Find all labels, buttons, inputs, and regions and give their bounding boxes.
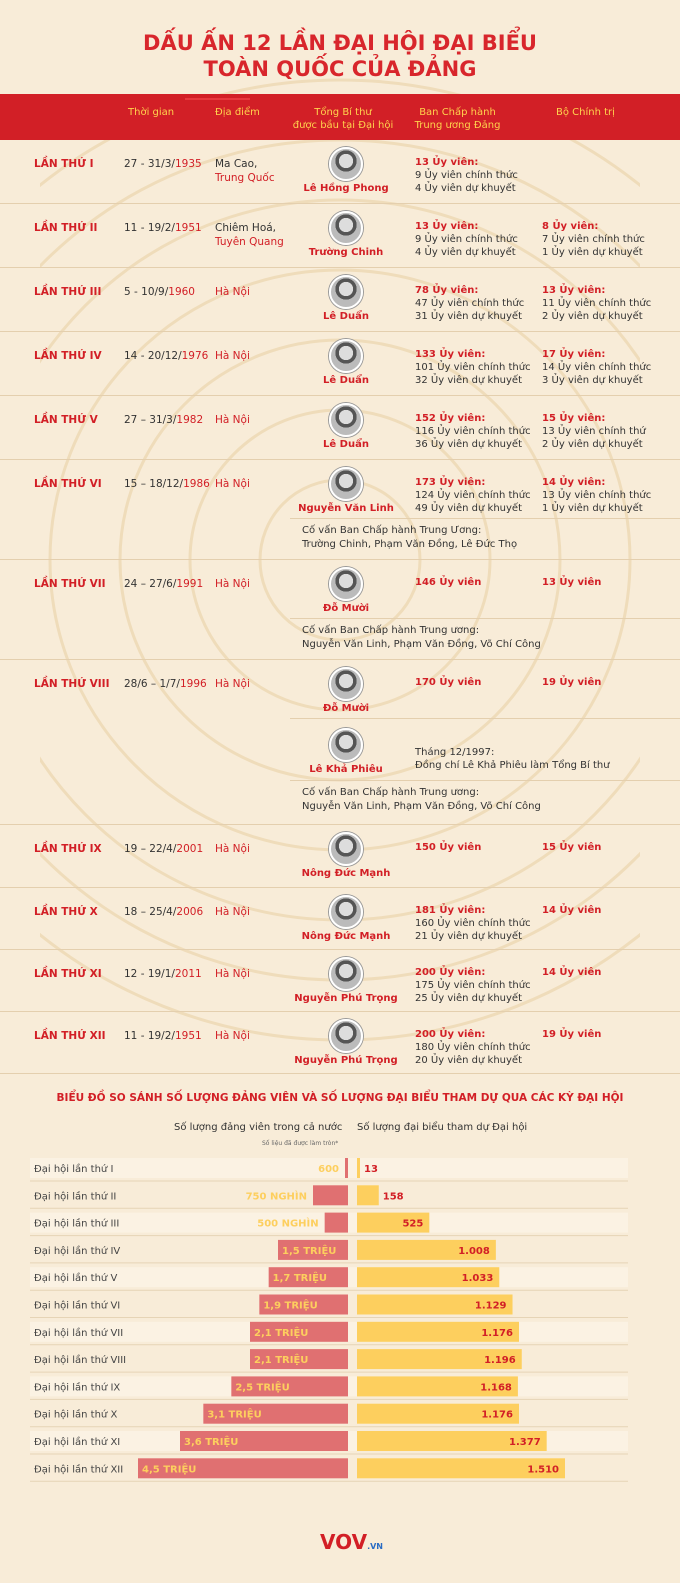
congress-time — [124, 578, 203, 590]
politburo — [542, 576, 601, 589]
central-committee — [415, 1028, 531, 1067]
congress-place — [215, 967, 250, 981]
politburo — [542, 412, 646, 451]
bct-total: 19 Ủy viên — [542, 1029, 602, 1040]
politburo — [542, 220, 645, 259]
congress-place — [215, 842, 250, 856]
congress-year: 2001 — [176, 843, 204, 855]
row-divider — [290, 518, 680, 519]
portrait-icon — [329, 895, 363, 929]
dai-bieu-label: 13 — [364, 1164, 378, 1175]
portrait-icon — [329, 957, 363, 991]
bch-official: 124 Ủy viên chính thức — [415, 490, 531, 501]
congress-place — [215, 577, 250, 591]
title-line-1: DẤU ẤN 12 LẦN ĐẠI HỘI ĐẠI BIỂU — [143, 31, 537, 55]
secretary-name: Trường Chinh — [308, 247, 384, 258]
bch-alternate: 36 Ủy viên dự khuyết — [415, 439, 523, 450]
place-line1: Hà Nội — [215, 350, 250, 362]
category-label: Đại hội lần thứ XI — [34, 1437, 121, 1448]
bct-total: 17 Ủy viên: — [542, 349, 606, 360]
politburo — [542, 966, 601, 979]
advisors-names: Nguyễn Văn Linh, Phạm Văn Đồng, Võ Chí Công — [302, 639, 541, 650]
table-header — [0, 94, 680, 140]
portrait-icon — [329, 403, 363, 437]
congress-place — [215, 349, 250, 363]
congress-row — [0, 950, 680, 1012]
bct-total: 14 Ủy viên: — [542, 477, 606, 488]
bch-alternate: 32 Ủy viên dự khuyết — [415, 375, 523, 386]
bch-official: 180 Ủy viên chính thức — [415, 1042, 531, 1053]
bct-official: 14 Ủy viên chính thức — [542, 362, 652, 373]
congress-time — [124, 843, 203, 855]
category-label: Đại hội lần thứ XII — [34, 1464, 124, 1476]
congress-time — [124, 414, 203, 426]
congress-row — [0, 396, 680, 460]
congress-place — [215, 221, 284, 249]
dang-vien-label: 4,5 TRIỆU — [142, 1464, 197, 1476]
category-label: Đại hội lần thứ IX — [34, 1382, 121, 1394]
congress-place — [215, 157, 275, 185]
congress-number: LẦN THỨ V — [34, 414, 98, 426]
bch-official: 160 Ủy viên chính thức — [415, 918, 531, 929]
secretary-name-2: Lê Khả Phiêu — [309, 764, 383, 775]
dai-bieu-label: 1.510 — [527, 1464, 559, 1476]
congress-date: 11 - 19/2/ — [124, 1030, 175, 1042]
bct-total: 8 Ủy viên: — [542, 221, 599, 232]
change-text: Đồng chí Lê Khả Phiêu làm Tổng Bí thư — [415, 760, 610, 771]
congress-number: LẦN THỨ IV — [34, 350, 102, 362]
portrait-icon — [329, 147, 363, 181]
bch-total: 133 Ủy viên: — [415, 349, 486, 360]
advisors-note — [302, 624, 541, 652]
congress-number: LẦN THỨ VI — [34, 478, 102, 490]
bct-total: 14 Ủy viên — [542, 967, 602, 978]
place-line1: Hà Nội — [215, 286, 250, 298]
category-label: Đại hội lần thứ III — [34, 1218, 120, 1230]
category-label: Đại hội lần thứ VI — [34, 1300, 121, 1312]
congress-time — [124, 678, 207, 690]
congress-place — [215, 677, 250, 691]
congress-row — [0, 460, 680, 560]
congress-number: LẦN THỨ XII — [34, 1030, 106, 1042]
vov-logo — [320, 1530, 383, 1554]
central-committee — [415, 904, 531, 943]
row-divider — [290, 780, 680, 781]
congress-date: 18 – 25/4/ — [124, 906, 177, 918]
bct-alternate: 2 Ủy viên dự khuyết — [542, 311, 643, 322]
congress-date: 12 - 19/1/ — [124, 968, 175, 980]
congress-number: LẦN THỨ VII — [34, 578, 106, 590]
header-bo-chinh-tri: Bộ Chính trị — [556, 107, 615, 118]
category-label: Đại hội lần thứ IV — [34, 1245, 121, 1257]
congress-time — [124, 906, 203, 918]
dang-vien-label: 1,9 TRIỆU — [263, 1300, 318, 1312]
secretary-name: Lê Hồng Phong — [303, 183, 389, 194]
bch-total: 173 Ủy viên: — [415, 477, 486, 488]
dang-vien-label: 3,6 TRIỆU — [184, 1437, 239, 1448]
dai-bieu-label: 1.008 — [458, 1245, 490, 1257]
legend-dai-bieu: Số lượng đại biểu tham dự Đại hội — [357, 1122, 528, 1133]
bch-total: 13 Ủy viên: — [415, 221, 479, 232]
dai-bieu-label: 1.168 — [480, 1382, 512, 1394]
central-committee — [415, 348, 531, 387]
bct-total: 19 Ủy viên — [542, 677, 602, 688]
congress-place — [215, 477, 250, 491]
congress-row — [0, 1012, 680, 1074]
dai-bieu-label: 1.377 — [509, 1437, 541, 1448]
advisors-names: Nguyễn Văn Linh, Phạm Văn Đồng, Võ Chí Công — [302, 801, 541, 812]
bch-alternate: 49 Ủy viên dự khuyết — [415, 503, 523, 514]
congress-date: 5 - 10/9/ — [124, 286, 169, 298]
secretary-name: Lê Duẩn — [323, 311, 369, 322]
congress-date: 24 – 27/6/ — [124, 578, 177, 590]
portrait-icon — [329, 567, 363, 601]
bch-total: 170 Ủy viên — [415, 677, 482, 688]
advisors-title: Cố vấn Ban Chấp hành Trung ương: — [302, 787, 480, 798]
congress-place — [215, 413, 250, 427]
secretary-name: Nông Đức Mạnh — [301, 931, 391, 942]
dang-vien-label: 500 NGHÌN — [257, 1218, 319, 1230]
bct-total: 13 Ủy viên: — [542, 285, 606, 296]
dai-bieu-label: 1.033 — [461, 1273, 494, 1285]
bct-official: 7 Ủy viên chính thức — [542, 234, 645, 245]
bch-alternate: 21 Ủy viên dự khuyết — [415, 931, 523, 942]
portrait-icon — [329, 832, 363, 866]
bct-total: 15 Ủy viên — [542, 842, 602, 853]
secretary-change-note — [415, 746, 610, 772]
advisors-note — [302, 786, 541, 814]
dai-bieu-label: 158 — [382, 1191, 404, 1203]
place-line1: Hà Nội — [215, 843, 250, 855]
congress-number: LẦN THỨ III — [34, 286, 102, 298]
category-label: Đại hội lần thứ X — [34, 1409, 118, 1421]
category-label: Đại hội lần thứ I — [34, 1164, 114, 1175]
congress-place — [215, 1029, 250, 1043]
place-line1: Hà Nội — [215, 414, 250, 426]
central-committee — [415, 576, 481, 589]
secretary-name: Nông Đức Mạnh — [301, 868, 391, 879]
category-label: Đại hội lần thứ V — [34, 1273, 118, 1285]
bch-total: 200 Ủy viên: — [415, 1029, 486, 1040]
header-thoi-gian: Thời gian — [128, 107, 175, 118]
place-line1: Hà Nội — [215, 578, 250, 590]
dang-vien-label: 1,5 TRIỆU — [282, 1245, 337, 1257]
bch-alternate: 20 Ủy viên dự khuyết — [415, 1055, 523, 1066]
congress-row — [0, 560, 680, 660]
congress-time — [124, 286, 195, 298]
logo-text: VOV — [320, 1530, 368, 1554]
advisors-note — [302, 524, 517, 552]
congress-number: LẦN THỨ I — [34, 158, 94, 170]
portrait-icon — [329, 275, 363, 309]
bct-alternate: 1 Ủy viên dự khuyết — [542, 503, 643, 514]
dang-vien-label: 2,5 TRIỆU — [235, 1382, 290, 1394]
chart-title: BIỂU ĐỒ SO SÁNH SỐ LƯỢNG ĐẢNG VIÊN VÀ SỐ LƯỢNG ĐẠI BIỂU THAM DỰ QUA CÁC KỲ ĐẠI HỘI — [56, 1092, 624, 1104]
bch-total: 13 Ủy viên: — [415, 157, 479, 168]
place-line2: Trung Quốc — [215, 172, 275, 184]
bct-total: 15 Ủy viên: — [542, 413, 606, 424]
place-line1: Hà Nội — [215, 478, 250, 490]
place-line1: Ma Cao, — [215, 158, 258, 170]
dai-bieu-label: 1.196 — [484, 1355, 516, 1367]
central-committee — [415, 476, 531, 515]
congress-place — [215, 905, 250, 919]
congress-number: LẦN THỨ VIII — [34, 678, 110, 690]
congress-year: 1951 — [174, 1030, 202, 1042]
portrait-icon — [329, 339, 363, 373]
header-bch-line2: Trung ương Đảng — [414, 120, 501, 131]
bch-total: 181 Ủy viên: — [415, 905, 486, 916]
dang-vien-label: 600 — [318, 1164, 339, 1175]
congress-year: 1986 — [183, 478, 210, 490]
congress-time — [124, 158, 202, 170]
politburo — [542, 904, 601, 917]
central-committee — [415, 412, 531, 451]
congress-date: 11 - 19/2/ — [124, 222, 175, 234]
bch-official: 9 Ủy viên chính thức — [415, 234, 518, 245]
bch-alternate: 25 Ủy viên dự khuyết — [415, 993, 523, 1004]
advisors-title: Cố vấn Ban Chấp hành Trung ương: — [302, 625, 480, 636]
bch-total: 152 Ủy viên: — [415, 413, 486, 424]
bct-official: 11 Ủy viên chính thức — [542, 298, 652, 309]
central-committee — [415, 220, 518, 259]
place-line1: Hà Nội — [215, 678, 250, 690]
congress-number: LẦN THỨ XI — [34, 968, 102, 980]
bct-total: 13 Ủy viên — [542, 577, 602, 588]
secretary-name: Nguyễn Văn Linh — [298, 503, 394, 514]
portrait-icon — [329, 211, 363, 245]
category-label: Đại hội lần thứ VIII — [34, 1355, 127, 1367]
advisors-names: Trường Chinh, Phạm Văn Đồng, Lê Đức Thọ — [302, 539, 518, 550]
politburo — [542, 476, 651, 515]
portrait-icon — [329, 1019, 363, 1053]
congress-date: 14 - 20/12/ — [124, 350, 182, 362]
bct-official: 13 Ủy viên chính thứ — [542, 426, 646, 437]
bch-official: 101 Ủy viên chính thức — [415, 362, 531, 373]
category-label: Đại hội lần thứ VII — [34, 1327, 124, 1339]
congress-row — [0, 332, 680, 396]
congress-number: LẦN THỨ IX — [34, 843, 102, 855]
bch-official: 175 Ủy viên chính thức — [415, 980, 531, 991]
portrait-icon — [329, 467, 363, 501]
portrait-icon — [329, 667, 363, 701]
header-dia-diem: Địa điểm — [215, 107, 260, 118]
bch-total: 78 Ủy viên: — [415, 285, 479, 296]
bch-total: 146 Ủy viên — [415, 577, 482, 588]
dang-vien-label: 1,7 TRIỆU — [272, 1273, 328, 1285]
secretary-name: Nguyễn Phú Trọng — [294, 993, 398, 1004]
dai-bieu-label: 1.176 — [481, 1409, 513, 1421]
central-committee — [415, 841, 481, 854]
congress-number: LẦN THỨ X — [34, 906, 98, 918]
politburo — [542, 1028, 601, 1041]
header-bch-line1: Ban Chấp hành — [419, 107, 496, 118]
place-line1: Hà Nội — [215, 906, 250, 918]
bct-alternate: 3 Ủy viên dự khuyết — [542, 375, 643, 386]
secretary-name: Đỗ Mười — [322, 603, 370, 614]
central-committee — [415, 966, 531, 1005]
congress-year: 1951 — [174, 222, 202, 234]
secretary-name: Lê Duẩn — [323, 439, 369, 450]
congress-row — [0, 140, 680, 204]
congress-row — [0, 268, 680, 332]
congress-row — [0, 204, 680, 268]
congress-time — [124, 478, 210, 490]
legend-note: Số liệu đã được làm tròn* — [262, 1140, 339, 1147]
politburo — [542, 348, 651, 387]
dang-vien-label: 2,1 TRIỆU — [254, 1355, 309, 1367]
congress-year: 1960 — [168, 286, 195, 298]
congress-year: 1976 — [181, 350, 209, 362]
congress-year: 2006 — [176, 906, 204, 918]
place-line1: Chiêm Hoá, — [215, 222, 277, 234]
portrait-icon — [329, 728, 363, 762]
dang-vien-bar — [313, 1185, 348, 1205]
congress-year: 1982 — [176, 414, 204, 426]
congress-date: 27 – 31/3/ — [124, 414, 177, 426]
row-divider — [290, 718, 680, 719]
congress-row — [0, 825, 680, 888]
dang-vien-label: 2,1 TRIỆU — [254, 1327, 309, 1339]
bch-official: 116 Ủy viên chính thức — [415, 426, 531, 437]
comparison-bar-chart — [0, 1152, 680, 1492]
legend-dang-vien: Số lượng đảng viên trong cả nước — [174, 1122, 343, 1133]
congress-date: 19 – 22/4/ — [124, 843, 177, 855]
change-date: Tháng 12/1997: — [415, 747, 495, 758]
congress-time — [124, 1030, 202, 1042]
bct-alternate: 2 Ủy viên dự khuyết — [542, 439, 643, 450]
page-title — [0, 30, 680, 82]
bch-alternate: 4 Ủy viên dự khuyết — [415, 183, 516, 194]
congress-year: 2011 — [174, 968, 202, 980]
politburo — [542, 841, 601, 854]
congress-row — [0, 888, 680, 950]
politburo — [542, 284, 651, 323]
central-committee — [415, 284, 524, 323]
place-line1: Hà Nội — [215, 968, 250, 980]
advisors-title: Cố vấn Ban Chấp hành Trung Ương: — [302, 525, 482, 536]
congress-date: 15 – 18/12/ — [124, 478, 184, 490]
header-tbt-line1: Tổng Bí thư — [314, 107, 372, 118]
dang-vien-bar — [345, 1158, 348, 1178]
congress-time — [124, 222, 202, 234]
header-ban-chap-hanh — [410, 106, 505, 132]
congress-year: 1935 — [174, 158, 202, 170]
dang-vien-label: 3,1 TRIỆU — [207, 1409, 262, 1421]
bct-official: 13 Ủy viên chính thức — [542, 490, 652, 501]
congress-place — [215, 285, 250, 299]
header-tbt-line2: được bầu tại Đại hội — [292, 120, 394, 131]
dang-vien-bar — [325, 1213, 348, 1233]
bch-total: 150 Ủy viên — [415, 842, 482, 853]
secretary-name: Đỗ Mười — [322, 703, 370, 714]
dai-bieu-bar — [357, 1158, 360, 1178]
dai-bieu-label: 1.129 — [474, 1300, 507, 1312]
dai-bieu-label: 525 — [402, 1218, 424, 1230]
bch-total: 200 Ủy viên: — [415, 967, 486, 978]
congress-date: 28/6 – 1/7/ — [124, 678, 180, 690]
title-line-2: TOÀN QUỐC CỦA ĐẢNG — [203, 57, 477, 81]
congress-number: LẦN THỨ II — [34, 222, 98, 234]
congress-year: 1991 — [176, 578, 204, 590]
congress-row — [0, 660, 680, 825]
bch-official: 47 Ủy viên chính thức — [415, 298, 525, 309]
dang-vien-label: 750 NGHÌN — [245, 1191, 307, 1203]
congress-date: 27 - 31/3/ — [124, 158, 175, 170]
bch-official: 9 Ủy viên chính thức — [415, 170, 518, 181]
secretary-name: Nguyễn Phú Trọng — [294, 1055, 398, 1066]
header-tong-bi-thu — [285, 106, 401, 132]
place-line2: Tuyên Quang — [215, 236, 284, 248]
logo-suffix: .VN — [367, 1542, 384, 1551]
congress-year: 1996 — [179, 678, 207, 690]
congress-time — [124, 968, 202, 980]
bch-alternate: 4 Ủy viên dự khuyết — [415, 247, 516, 258]
secretary-name: Lê Duẩn — [323, 375, 369, 386]
politburo — [542, 676, 601, 689]
category-label: Đại hội lần thứ II — [34, 1191, 117, 1203]
bct-total: 14 Ủy viên — [542, 905, 602, 916]
congress-time — [124, 350, 208, 362]
central-committee — [415, 676, 481, 689]
central-committee — [415, 156, 518, 195]
dai-bieu-bar — [357, 1185, 379, 1205]
bct-alternate: 1 Ủy viên dự khuyết — [542, 247, 643, 258]
dai-bieu-label: 1.176 — [481, 1327, 513, 1339]
place-line1: Hà Nội — [215, 1030, 250, 1042]
bch-alternate: 31 Ủy viên dự khuyết — [415, 311, 523, 322]
row-divider — [290, 618, 680, 619]
